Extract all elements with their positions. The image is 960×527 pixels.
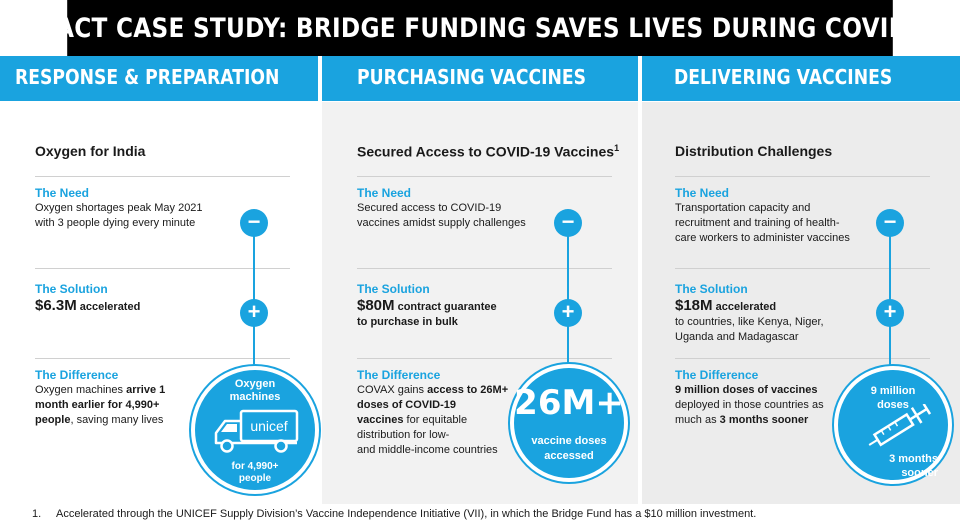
plus-icon: + <box>554 299 582 327</box>
divider <box>357 358 612 359</box>
column-header-text: DELIVERING VACCINES <box>674 65 893 89</box>
divider <box>35 358 290 359</box>
divider <box>357 176 612 177</box>
divider <box>35 176 290 177</box>
difference-label: The Difference <box>357 368 441 382</box>
column-header <box>322 56 638 102</box>
column-purchasing-vaccines <box>322 56 638 504</box>
minus-icon: − <box>876 209 904 237</box>
need-label: The Need <box>675 186 730 200</box>
column-delivering-vaccines <box>642 56 960 504</box>
footnote: 1. Accelerated through the UNICEF Supply Division’s Vaccine Independence Initiative (VII), in which the Bridge Fund has a $10 million investment. <box>32 508 757 520</box>
divider <box>675 268 930 269</box>
solution-text: $6.3M accelerated <box>35 297 141 314</box>
page-title: IMPACT CASE STUDY: BRIDGE FUNDING SAVES LIVES DURING COVID-19 <box>67 0 893 56</box>
solution-text: $80M contract guarantee to purchase in bulk <box>357 297 497 328</box>
column-header <box>642 56 960 102</box>
divider <box>675 176 930 177</box>
plus-icon: + <box>240 299 268 327</box>
divider <box>357 268 612 269</box>
column-header-text: PURCHASING VACCINES <box>357 65 587 89</box>
need-label: The Need <box>35 186 90 200</box>
column-title: Distribution Challenges <box>675 143 833 159</box>
truck-icon <box>211 407 301 455</box>
solution-label: The Solution <box>675 282 748 296</box>
difference-text: Oxygen machines arrive 1 month earlier for 4,990+ people, saving many lives <box>35 384 166 426</box>
column-header <box>0 56 318 102</box>
column-title: Oxygen for India <box>35 143 146 159</box>
vaccine-doses-badge: 26M+ vaccine doses accessed <box>510 364 628 482</box>
difference-label: The Difference <box>35 368 119 382</box>
column-response-preparation <box>0 56 318 504</box>
doses-count: 26M+ <box>514 383 624 423</box>
difference-text: COVAX gains access to 26M+ doses of COVID-19 vaccines for equitable distribution for low- and middle-income countries <box>357 384 509 456</box>
need-text: Transportation capacity and recruitment and training of health- care workers to administer vaccines <box>675 202 850 244</box>
need-text: Oxygen shortages peak May 2021 with 3 people dying every minute <box>35 202 203 229</box>
need-text: Secured access to COVID-19 vaccines amidst supply challenges <box>357 202 526 229</box>
syringe-icon <box>858 404 938 450</box>
column-header-text: RESPONSE & PREPARATION <box>15 65 280 89</box>
unicef-logo: unicef <box>250 418 288 434</box>
need-label: The Need <box>357 186 412 200</box>
difference-label: The Difference <box>675 368 759 382</box>
divider <box>35 268 290 269</box>
oxygen-machines-badge: Oxygen machines unicef for 4,990+ people <box>191 366 319 494</box>
minus-icon: − <box>554 209 582 237</box>
solution-label: The Solution <box>35 282 108 296</box>
difference-text: 9 million doses of vaccines deployed in those countries as much as 3 months sooner <box>675 384 824 426</box>
delivery-badge: 9 million doses 3 months sooner <box>834 366 952 484</box>
minus-icon: − <box>240 209 268 237</box>
column-title: Secured Access to COVID-19 Vaccines$^1$ <box>357 143 620 160</box>
solution-label: The Solution <box>357 282 430 296</box>
divider <box>675 358 930 359</box>
plus-icon: + <box>876 299 904 327</box>
solution-text: $18M accelerated to countries, like Kenya, Niger, Uganda and Madagascar <box>675 297 824 343</box>
